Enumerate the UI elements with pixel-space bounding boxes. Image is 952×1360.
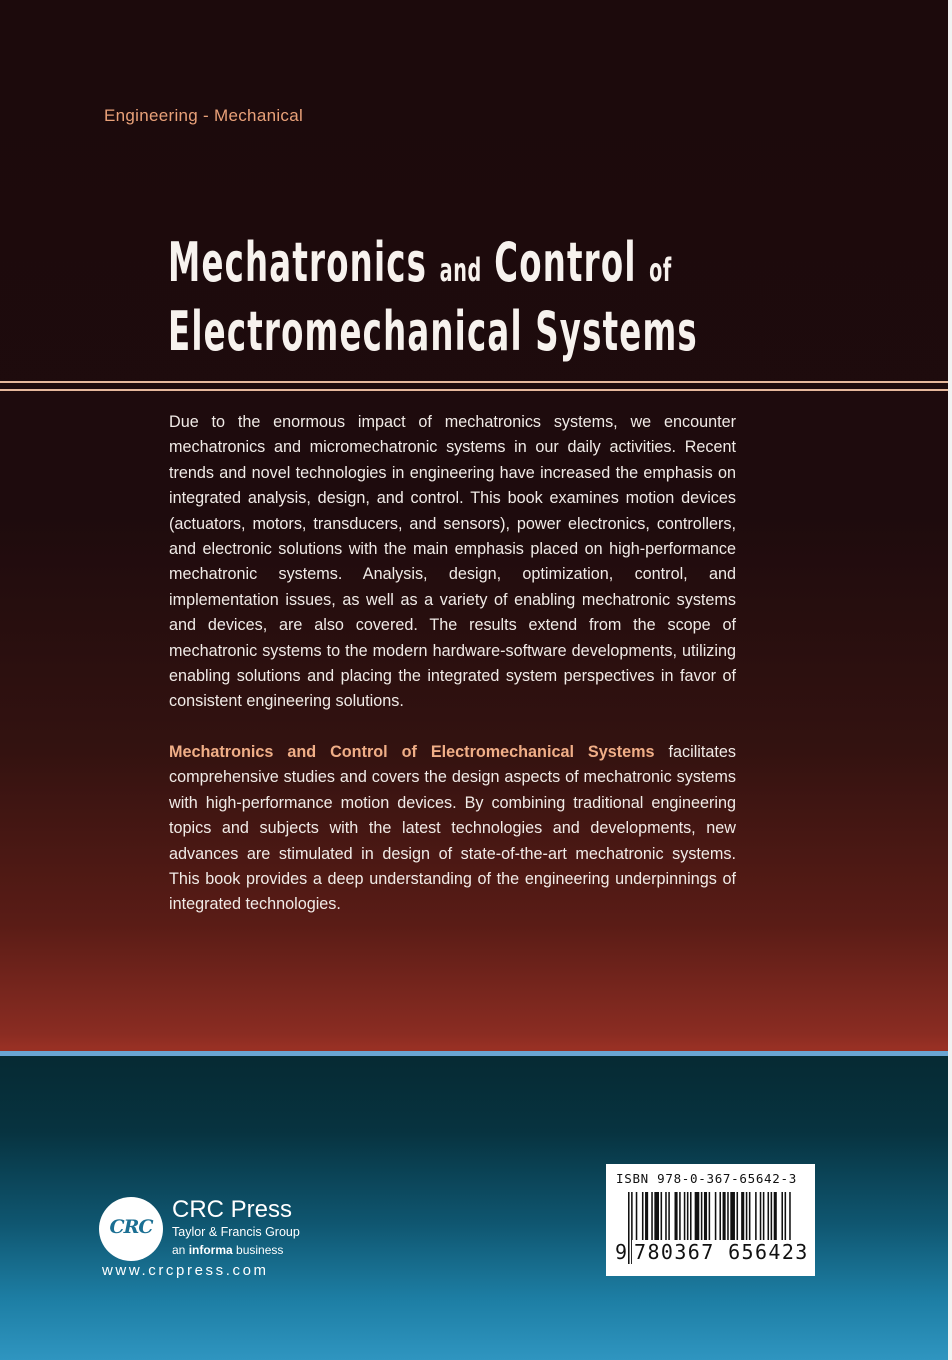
publisher-business-suffix: business [232,1243,284,1257]
title-line-2: Electromechanical Systems [168,300,698,363]
description-paragraph-1: Due to the enormous impact of mechatronics systems, we encounter mechatronics and micromechatronic systems in our daily activities. Recent trends and novel technologies in engineering have increased the emphasis on integrated analysis, design, and control. This book examines motion devices (actuators, motors, transducers, and sensors), power electronics, controllers, and electronic solutions with the main emphasis placed on high-performance mechatronic systems. Analysis, design, optimization, control, and implementation issues, as well as a variety of enabling mechatronic systems and devices, are also covered. The results extend from the scope of mechatronic systems to the modern hardware-software developments, utilizing enabling solutions and placing the integrated system perspectives in favor of consistent engineering solutions. [169,413,736,711]
publisher-business-brand: informa [188,1243,233,1257]
title-word-control: Control [494,231,637,294]
crc-logo-text: CRC [109,1216,153,1238]
description-book-title: Mechatronics and Control of Electromechanical Systems [169,743,655,761]
isbn-barcode [606,1164,815,1276]
crc-logo-icon [99,1197,163,1261]
barcode-digits: 780367 656423 [634,1240,809,1264]
title-word-mechatronics: Mechatronics [168,231,428,294]
publisher-group: Taylor & Francis Group [172,1225,300,1239]
title-divider-top [0,381,948,383]
barcode-lead-digit: 9 [615,1240,628,1264]
book-title [168,231,698,363]
subject-category: Engineering - Mechanical [104,106,304,125]
title-line-1 [168,231,672,301]
description-paragraph-2 [169,740,736,918]
barcode-bar [628,1192,630,1264]
publisher-business-prefix: an [172,1243,189,1257]
cover-edge [948,0,952,1360]
title-word-of: of [649,251,672,289]
description-paragraph-2-text: facilitates comprehensive studies and covers the design aspects of mechatronic systems with high-performance motion devices. By combining traditional engineering topics and subjects with the latest technologies and developments, new advances are stimulated in design of state-of-the-art mechatronic systems. This book provides a deep understanding of the engineering underpinnings of integrated technologies. [169,743,736,914]
title-divider-bottom [0,389,948,391]
publisher-url[interactable]: www.crcpress.com [102,1262,269,1279]
isbn-label: ISBN 978-0-367-65642-3 [616,1171,797,1186]
title-word-and: and [439,251,482,289]
publisher-business [172,1243,283,1257]
publisher-name: CRC Press [172,1196,293,1223]
